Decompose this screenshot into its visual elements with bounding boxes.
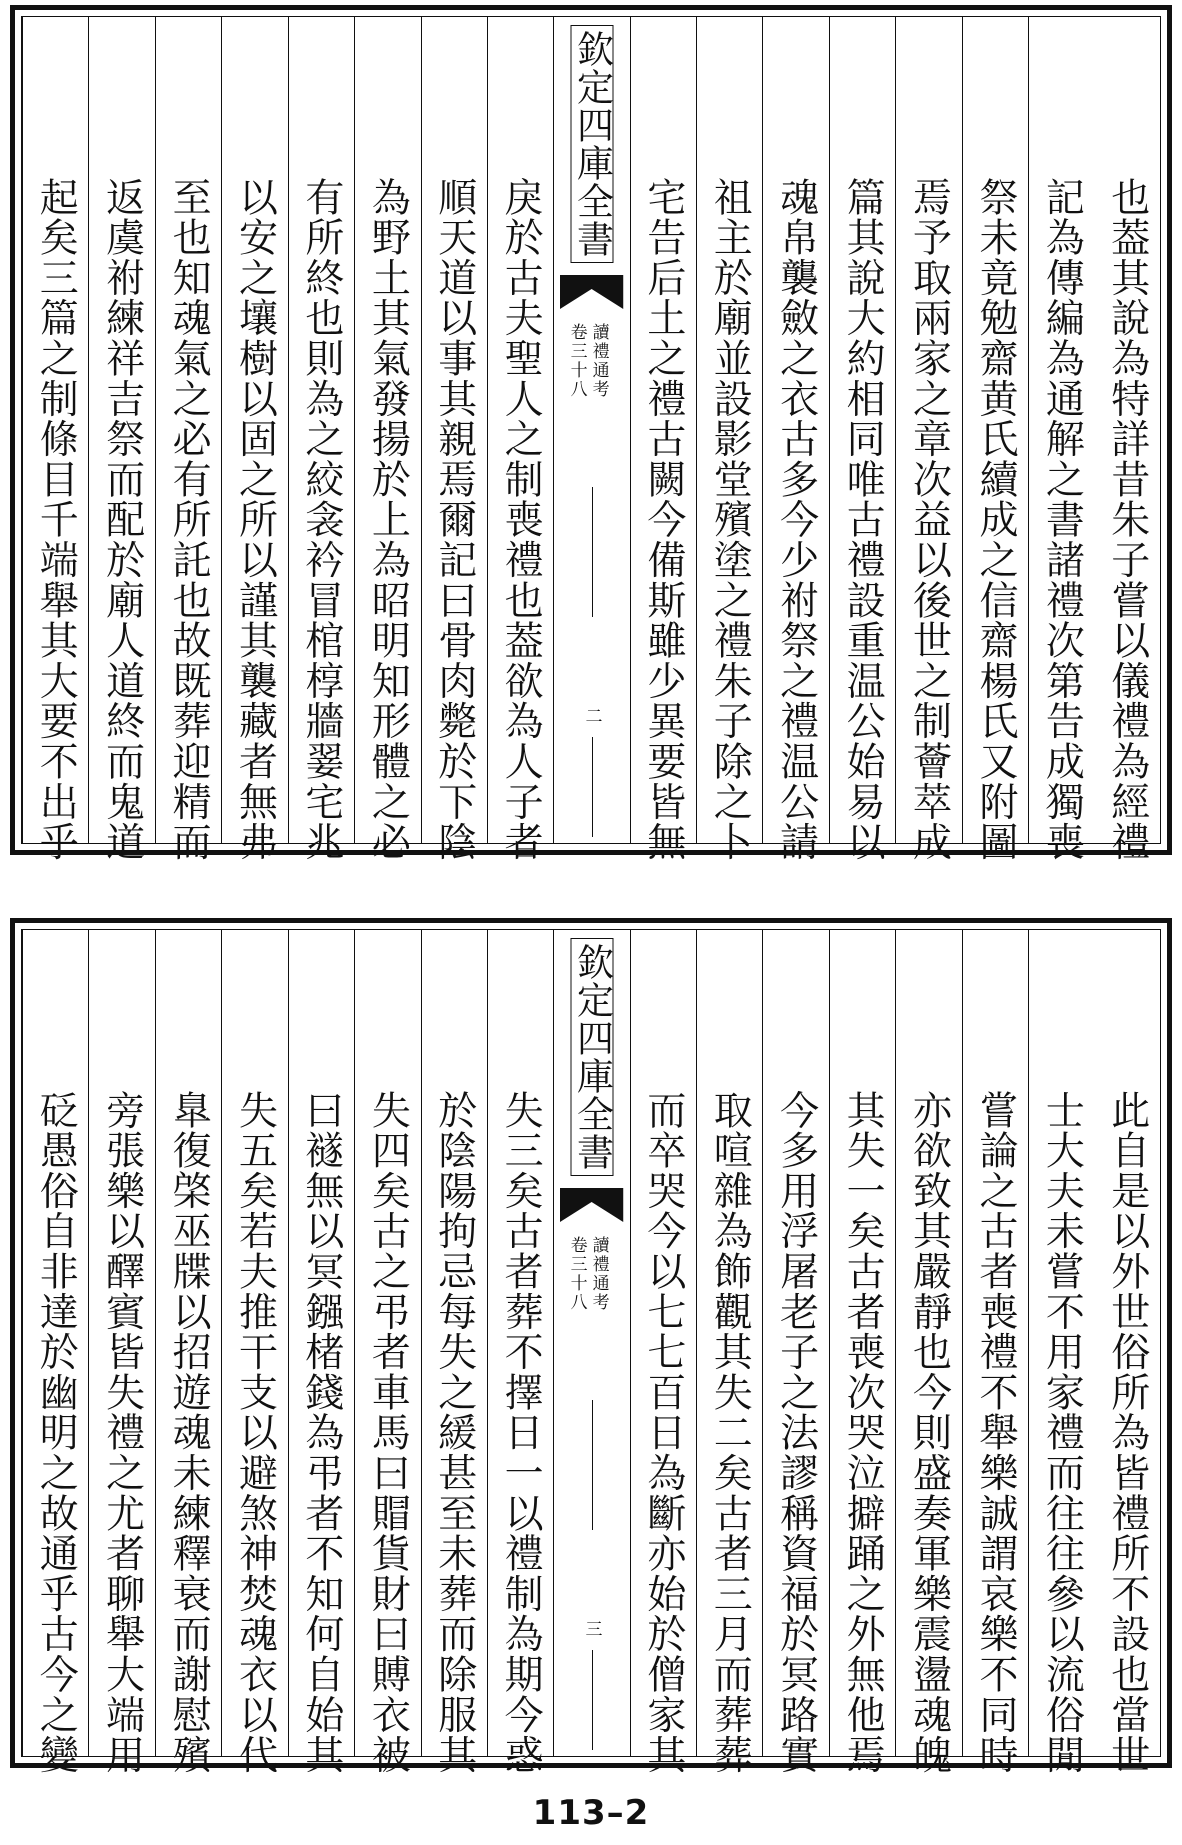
top-page-inner-border xyxy=(21,16,1161,863)
column-text: 而卒哭今以七七百日為斷亦始於僧家其 xyxy=(640,1090,686,1776)
column-text: 以安之壤樹以固之所以謹其襲藏者無弗 xyxy=(232,177,278,863)
center-rule xyxy=(592,737,593,837)
text-column xyxy=(421,930,487,1776)
column-text: 至也知魂氣之必有所託也故既葬迎精而 xyxy=(166,177,212,863)
text-column xyxy=(1095,17,1160,863)
text-column xyxy=(487,930,553,1776)
text-column xyxy=(88,17,154,863)
text-column xyxy=(155,17,221,863)
column-text: 曰襚無以冥鏹楮錢為弔者不知何自始其 xyxy=(298,1090,344,1776)
column-text: 也葢其說為特詳昔朱子嘗以儀禮為經禮 xyxy=(1104,177,1150,863)
center-rule xyxy=(592,1650,593,1750)
text-column xyxy=(1028,930,1094,1776)
folio-number: 113–2 xyxy=(532,1793,650,1833)
column-text: 戾於古夫聖人之制喪禮也葢欲為人子者 xyxy=(498,177,544,863)
text-column xyxy=(487,17,553,863)
column-text: 記為傳編為通解之書諸禮次第告成獨喪 xyxy=(1039,177,1085,863)
text-column xyxy=(762,17,828,863)
volume-label: 卷三十八 xyxy=(566,323,587,399)
top-page-frame xyxy=(10,5,1172,863)
column-text: 篇其說大約相同唯古禮設重温公始易以 xyxy=(840,177,886,863)
column-text: 臯復棨巫牒以招遊魂未練釋衰而謝慰殯 xyxy=(166,1090,212,1776)
bottom-page-frame xyxy=(10,918,1172,1776)
column-text: 失五矣若夫推干支以避煞神焚魂衣以代 xyxy=(232,1090,278,1776)
text-column xyxy=(630,930,696,1776)
column-text: 失三矣古者葬不擇日一以禮制為期今惑 xyxy=(498,1090,544,1776)
text-column xyxy=(696,930,762,1776)
text-column xyxy=(155,930,221,1776)
column-text: 魂帛襲斂之衣古多今少祔祭之禮温公請 xyxy=(773,177,819,863)
column-text: 今多用浮屠老子之法謬稱資福於冥路實 xyxy=(773,1090,819,1776)
text-column xyxy=(354,17,420,863)
text-column xyxy=(88,930,154,1776)
text-column xyxy=(829,17,895,863)
center-fold-column xyxy=(553,930,629,1756)
column-text: 此自是以外世俗所為皆禮所不設也當世 xyxy=(1104,1090,1150,1776)
book-series-title: 欽定四庫全書 xyxy=(571,938,614,1176)
text-column xyxy=(962,930,1028,1776)
fish-tail-ornament xyxy=(560,1188,623,1222)
text-column xyxy=(22,17,88,863)
column-text: 嘗論之古者喪禮不舉樂誠謂哀樂不同時 xyxy=(972,1090,1018,1776)
text-column xyxy=(962,17,1028,863)
column-text: 有所終也則為之絞衾衿冒棺椁牆翣宅兆 xyxy=(298,177,344,863)
text-column xyxy=(288,930,354,1776)
page-number: 二 xyxy=(581,707,602,724)
text-column xyxy=(288,17,354,863)
column-text: 順天道以事其親焉爾記曰骨肉斃於下陰 xyxy=(431,177,477,863)
book-title-label: 讀禮通考 xyxy=(588,1236,609,1312)
column-text: 亦欲致其嚴靜也今則盛奏軍樂震盪魂魄 xyxy=(906,1090,952,1776)
text-column xyxy=(630,17,696,863)
text-column xyxy=(1028,17,1094,863)
column-text: 為野土其氣發揚於上為昭明知形體之必 xyxy=(365,177,411,863)
column-text: 失四矣古之弔者車馬曰賵貨財曰賻衣被 xyxy=(365,1090,411,1776)
column-text: 士大夫未嘗不用家禮而往往參以流俗閒 xyxy=(1039,1090,1085,1776)
column-text: 其失一矣古者喪次哭泣擗踊之外無他焉 xyxy=(840,1090,886,1776)
text-column xyxy=(895,930,961,1776)
text-column xyxy=(221,930,287,1776)
column-text: 旁張樂以醳賓皆失禮之尤者聊舉大端用 xyxy=(99,1090,145,1776)
text-column xyxy=(421,17,487,863)
text-column xyxy=(22,930,88,1776)
text-column xyxy=(895,17,961,863)
page-number: 三 xyxy=(581,1620,602,1637)
text-column xyxy=(762,930,828,1776)
center-fold-column xyxy=(553,17,629,843)
text-column xyxy=(696,17,762,863)
column-text: 砭愚俗自非達於幽明之故通乎古今之變 xyxy=(33,1090,79,1776)
book-series-title: 欽定四庫全書 xyxy=(571,25,614,263)
column-text: 宅告后土之禮古闕今備斯雖少異要皆無 xyxy=(640,177,686,863)
text-column xyxy=(354,930,420,1776)
volume-label: 卷三十八 xyxy=(566,1236,587,1312)
fish-tail-ornament xyxy=(560,275,623,309)
column-text: 祭未竟勉齋黄氏續成之信齋楊氏又附圖 xyxy=(972,177,1018,863)
text-column xyxy=(1095,930,1160,1776)
column-text: 祖主於廟並設影堂殯塗之禮朱子除之卜 xyxy=(707,177,753,863)
text-column xyxy=(221,17,287,863)
center-rule xyxy=(592,1400,593,1530)
book-title-label: 讀禮通考 xyxy=(588,323,609,399)
column-text: 起矣三篇之制條目千端舉其大要不出乎 xyxy=(33,177,79,863)
text-column xyxy=(829,930,895,1776)
column-text: 返虞祔練祥吉祭而配於廟人道終而鬼道 xyxy=(99,177,145,863)
column-text: 取喧雜為飾觀其失二矣古者三月而葬葬 xyxy=(707,1090,753,1776)
bottom-page-inner-border xyxy=(21,929,1161,1776)
center-rule xyxy=(592,487,593,617)
column-text: 於陰陽拘忌每失之緩甚至未葬而除服其 xyxy=(431,1090,477,1776)
column-text: 焉予取兩家之章次益以後世之制薈萃成 xyxy=(906,177,952,863)
